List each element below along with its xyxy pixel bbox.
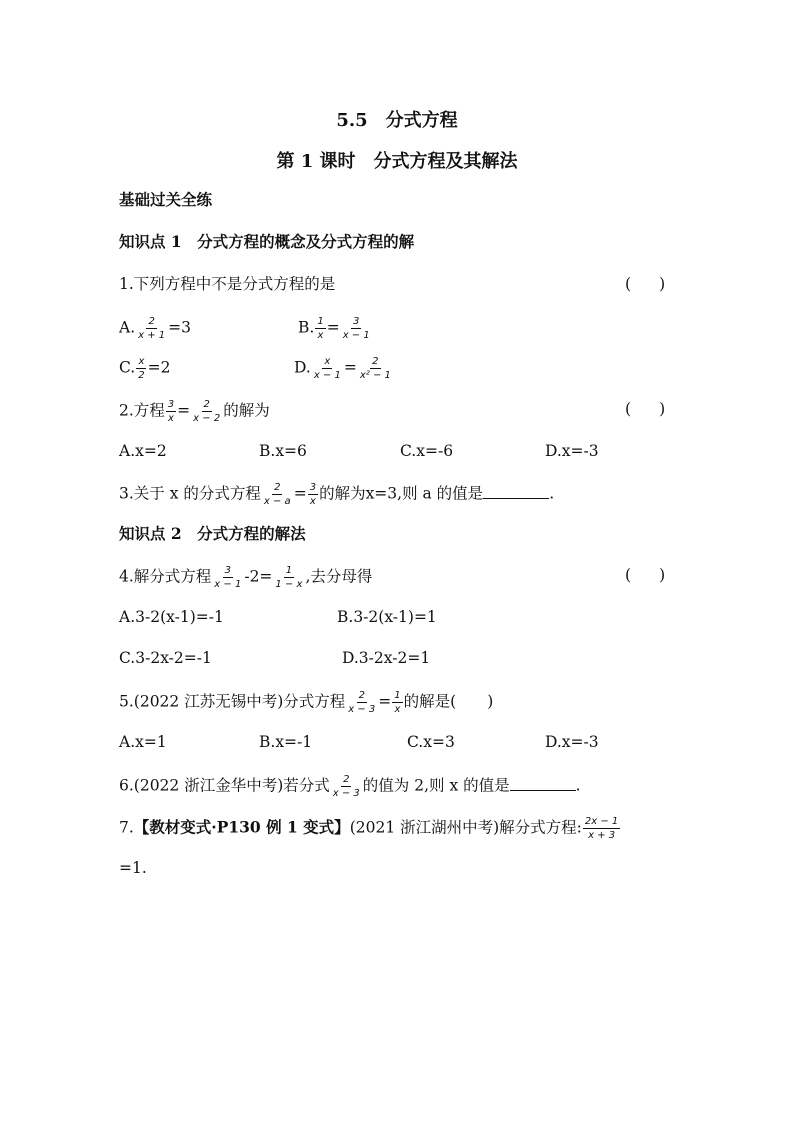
text-span: 7. (119, 818, 134, 837)
numerator: x (138, 356, 145, 367)
text-span: 2.方程 (119, 401, 165, 420)
text-span: -2= (244, 567, 273, 586)
denominator: x (394, 704, 401, 715)
q4-option-c: C.3-2x-2=-1 (119, 649, 212, 667)
denominator: x + 1 (138, 330, 166, 341)
numerator: x (324, 356, 331, 367)
denominator: 1 − x (275, 579, 303, 590)
text-span: (2021 浙江湖州中考)解分式方程: (349, 818, 582, 837)
denominator: x − 2 (193, 413, 221, 424)
question-2-answer-paren: ( ) (625, 400, 666, 418)
text-span: = (378, 692, 392, 711)
q5-option-a: A.x=1 (119, 733, 167, 751)
numerator: 3 (224, 565, 231, 576)
knowledge-point-2: 知识点 2 分式方程的解法 (119, 524, 306, 543)
question-6-stem (119, 774, 581, 799)
numerator: 1 (394, 690, 401, 701)
numerator: 3 (167, 399, 175, 410)
numerator: 2 (203, 399, 210, 410)
numerator: 2 (274, 482, 281, 493)
fraction (331, 774, 362, 799)
denominator: x − 3 (348, 704, 376, 715)
text-span: D. (294, 358, 311, 377)
numerator: 2 (343, 774, 350, 785)
section-heading: 基础过关全练 (119, 190, 213, 209)
fraction (136, 316, 167, 341)
numerator: 1 (317, 316, 324, 327)
q2-option-c: C.x=-6 (400, 442, 454, 460)
text-span: = (293, 484, 307, 503)
text-span: 4.解分式方程 (119, 567, 212, 586)
text-span: =2 (147, 358, 171, 377)
page-title: 5.5 分式方程 (336, 110, 458, 131)
text-span: ,去分母得 (305, 567, 373, 586)
answer-blank (510, 776, 576, 791)
denominator: 2 (138, 370, 145, 381)
lesson-subtitle: 第 1 课时 分式方程及其解法 (276, 151, 518, 172)
fraction (583, 816, 620, 841)
q2-option-a: A.x=2 (119, 442, 167, 460)
text-span: B. (298, 318, 315, 337)
fraction (166, 399, 176, 424)
q4-option-d: D.3-2x-2=1 (342, 649, 431, 667)
question-5-stem (119, 690, 493, 715)
fraction (136, 356, 146, 381)
fraction (392, 690, 402, 715)
q2-option-b: B.x=6 (259, 442, 307, 460)
text-span: = (343, 358, 357, 377)
denominator: x − 3 (332, 788, 360, 799)
fraction (315, 316, 325, 341)
denominator: x − 1 (342, 330, 370, 341)
text-span: 3.关于 x 的分式方程 (119, 484, 261, 503)
text-span: 的解为 (223, 401, 270, 420)
q4-option-a: A.3-2(x-1)=-1 (119, 608, 224, 626)
q5-option-d: D.x=-3 (545, 733, 599, 751)
text-span: =3 (168, 318, 192, 337)
fraction (273, 565, 304, 590)
fraction (346, 690, 377, 715)
text-span: . (575, 776, 581, 795)
question-4-answer-paren: ( ) (625, 566, 666, 584)
question-1-stem: 1.下列方程中不是分式方程的是 (119, 275, 336, 293)
denominator: x (168, 413, 174, 424)
fraction (358, 356, 393, 381)
text-span: 的解为x=3,则 a 的值是 (319, 484, 484, 503)
question-3-stem (119, 482, 554, 507)
numerator: 3 (309, 482, 317, 493)
q1-option-c (119, 356, 170, 381)
text-span: = (326, 318, 340, 337)
question-7-continuation: =1. (119, 859, 147, 877)
numerator: 2 (148, 316, 155, 327)
denominator: x (317, 330, 324, 341)
text-span: = (177, 401, 191, 420)
text-span: 的值为 2,则 x 的值是 (362, 776, 510, 795)
q1-option-d (294, 356, 394, 381)
question-7-stem (119, 816, 621, 841)
textbook-variant-tag: 【教材变式·P130 例 1 变式】 (133, 817, 350, 837)
fraction (312, 356, 343, 381)
text-span: . (549, 484, 555, 503)
fraction (191, 399, 222, 424)
answer-blank (483, 484, 549, 499)
text-span: 6.(2022 浙江金华中考)若分式 (119, 776, 330, 795)
numerator: 2 (358, 690, 365, 701)
denominator: x − 1 (313, 370, 341, 381)
denominator: x − 1 (214, 579, 242, 590)
numerator: 2x − 1 (584, 816, 619, 827)
q2-option-d: D.x=-3 (545, 442, 599, 460)
q5-option-c: C.x=3 (407, 733, 455, 751)
question-4-stem (119, 565, 372, 590)
denominator: x (309, 496, 316, 507)
text-span: C. (119, 358, 136, 377)
numerator: 2 (372, 356, 379, 367)
question-1-answer-paren: ( ) (625, 275, 666, 293)
fraction (341, 316, 372, 341)
q1-option-b (298, 316, 373, 341)
question-2-stem (119, 399, 270, 424)
numerator: 1 (285, 565, 293, 576)
text-span: A. (119, 318, 136, 337)
fraction (262, 482, 293, 507)
fraction (308, 482, 318, 507)
text-span: 5.(2022 江苏无锡中考)分式方程 (119, 692, 346, 711)
denominator: x + 3 (588, 830, 616, 841)
denominator: x − a (263, 496, 291, 507)
q4-option-b: B.3-2(x-1)=1 (337, 608, 437, 626)
knowledge-point-1: 知识点 1 分式方程的概念及分式方程的解 (119, 232, 415, 251)
denominator: x² − 1 (359, 370, 391, 381)
numerator: 3 (353, 316, 360, 327)
q5-option-b: B.x=-1 (259, 733, 313, 751)
fraction (212, 565, 243, 590)
q1-option-a (119, 316, 191, 341)
text-span: 的解是( ) (403, 692, 494, 711)
